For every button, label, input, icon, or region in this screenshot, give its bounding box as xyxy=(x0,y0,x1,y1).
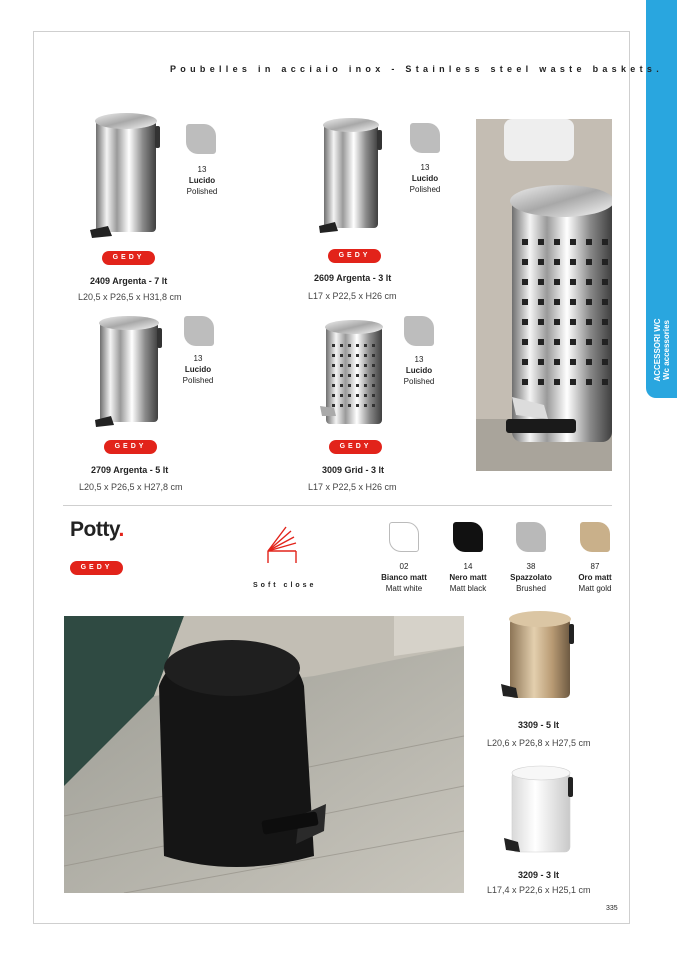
product-image-3009 xyxy=(318,316,390,434)
product-image-3209 xyxy=(502,764,582,862)
finish-swatch-matt-white xyxy=(389,522,419,552)
section-tab-label: ACCESSORI WC Wc accessories xyxy=(653,318,671,382)
gedy-badge: GEDY xyxy=(70,561,123,575)
product-image-3309 xyxy=(498,608,582,710)
page-number: 335 xyxy=(606,905,618,912)
finish-swatch-brushed xyxy=(516,522,546,552)
gedy-badge: GEDY xyxy=(102,251,155,265)
product-name: 2709 Argenta - 5 lt xyxy=(91,465,169,475)
finish-swatch-matt-gold xyxy=(580,522,610,552)
finish-swatch-polished xyxy=(404,316,434,346)
gedy-badge: GEDY xyxy=(329,440,382,454)
soft-close-label: Soft close xyxy=(253,582,317,589)
product-name: 2409 Argenta - 7 lt xyxy=(90,276,168,286)
potty-title: Potty. xyxy=(70,518,124,541)
finish-swatch-polished xyxy=(410,123,440,153)
gedy-badge: GEDY xyxy=(104,440,157,454)
product-name: 2609 Argenta - 3 lt xyxy=(314,273,392,283)
product-name: 3009 Grid - 3 lt xyxy=(322,465,385,475)
finish-swatch-polished xyxy=(186,124,216,154)
finish-label: 02 Bianco matt Matt white xyxy=(381,562,427,593)
product-dimensions: L20,6 x P26,8 x H27,5 cm xyxy=(487,738,591,748)
product-dimensions: L17 x P22,5 x H26 cm xyxy=(308,291,397,301)
page-title: Poubelles in acciaio inox - Stainless steel waste baskets. xyxy=(170,64,664,74)
product-dimensions: L17,4 x P22,6 x H25,1 cm xyxy=(487,885,591,895)
product-dimensions: L20,5 x P26,5 x H31,8 cm xyxy=(78,292,182,302)
product-dimensions: L20,5 x P26,5 x H27,8 cm xyxy=(79,482,183,492)
product-name: 3309 - 5 lt xyxy=(518,720,560,730)
gedy-badge: GEDY xyxy=(328,249,381,263)
ambient-photo-black-bin xyxy=(64,616,464,893)
soft-close-icon xyxy=(265,525,299,565)
finish-label: 14 Nero matt Matt black xyxy=(449,562,487,593)
finish-label: 13 Lucido Polished xyxy=(186,165,218,196)
product-image-2609 xyxy=(316,114,388,239)
product-image-2709 xyxy=(92,312,168,434)
finish-label: 38 Spazzolato Brushed xyxy=(510,562,552,593)
ambient-photo-grid-bin xyxy=(476,119,612,471)
finish-label: 13 Lucido Polished xyxy=(409,163,441,194)
product-name: 3209 - 3 lt xyxy=(518,870,560,880)
product-image-2409 xyxy=(88,108,168,243)
finish-swatch-polished xyxy=(184,316,214,346)
finish-swatch-matt-black xyxy=(453,522,483,552)
finish-label: 13 Lucido Polished xyxy=(403,355,435,386)
finish-label: 13 Lucido Polished xyxy=(182,354,214,385)
finish-label: 87 Oro matt Matt gold xyxy=(578,562,612,593)
product-dimensions: L17 x P22,5 x H26 cm xyxy=(308,482,397,492)
section-divider xyxy=(63,505,612,506)
